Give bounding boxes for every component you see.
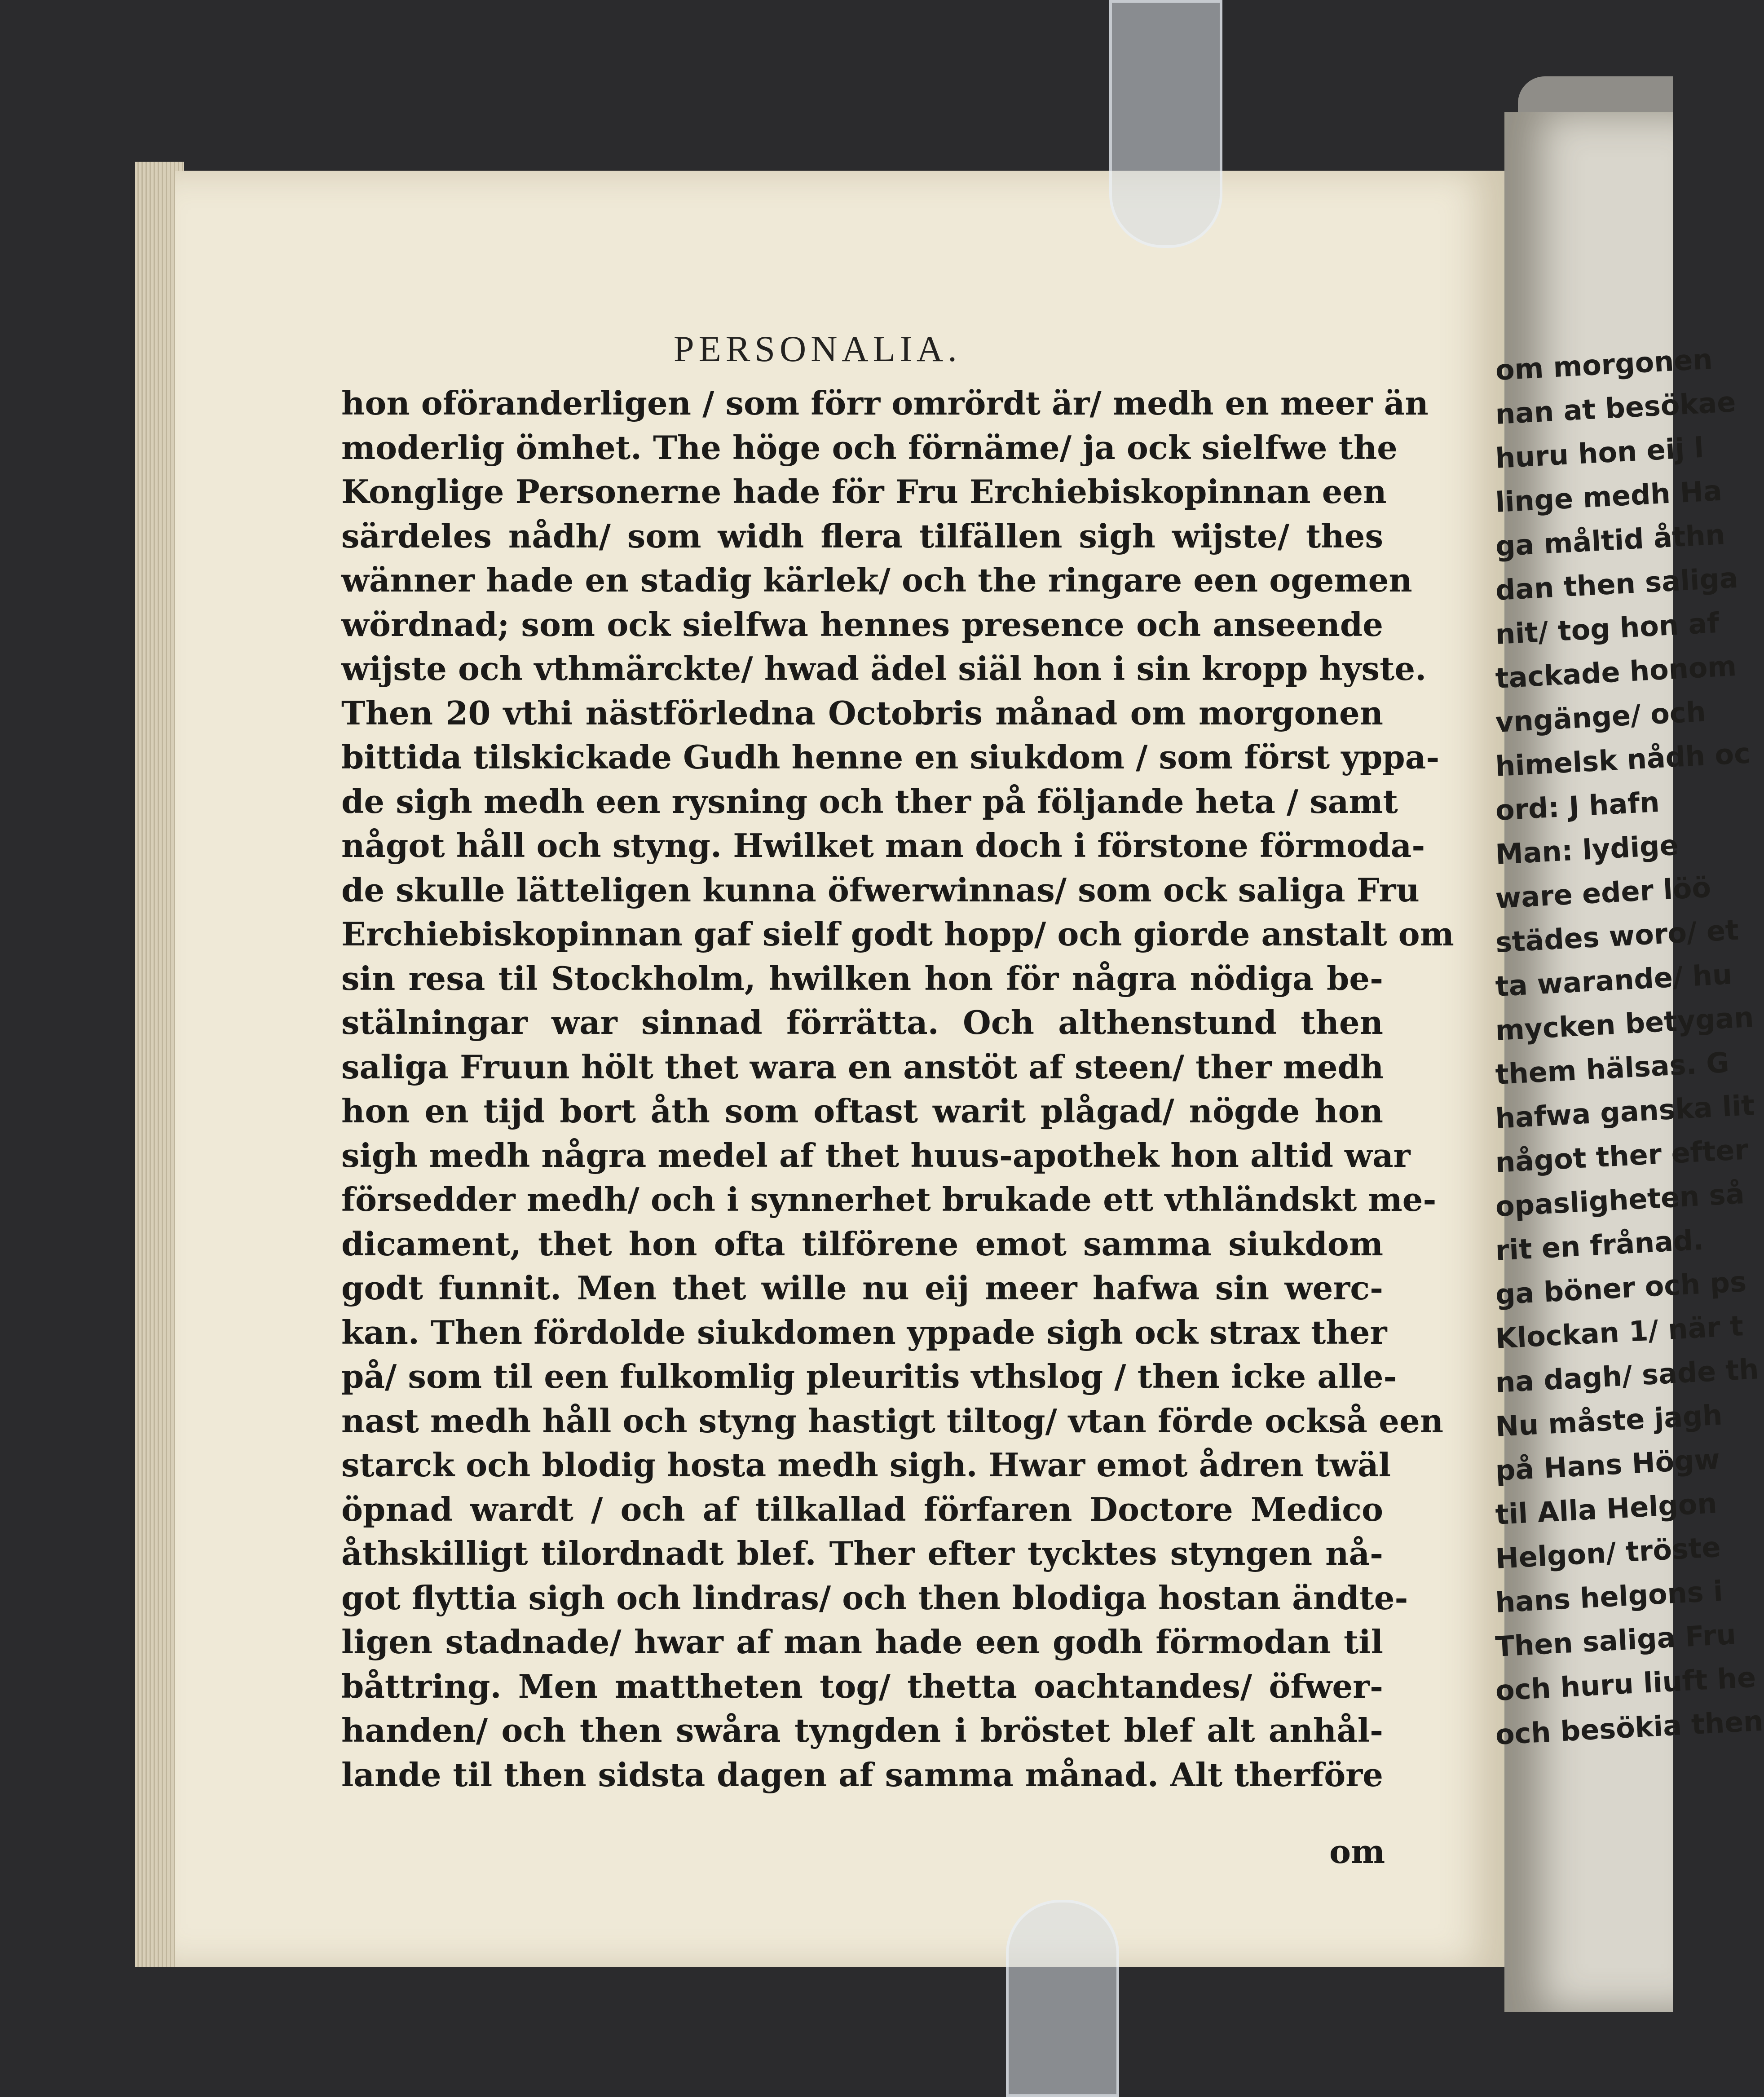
text-line: de sigh medh een rysning och ther på följande heta / samt	[341, 782, 1398, 821]
right-text-line: Man: lydige	[1495, 828, 1680, 871]
text-line: på/ som til een fulkomlig pleuritis vthslog / then icke alle-	[341, 1357, 1397, 1395]
right-text-line: städes woro/ et	[1495, 913, 1740, 959]
text-line: saliga Fruun hölt thet wara en anstöt af steen/ ther medh	[341, 1047, 1384, 1086]
page-clip-top	[1109, 0, 1222, 248]
text-line: öpnad wardt / och af tilkallad förfaren Doctore Medico	[341, 1490, 1383, 1528]
right-text-line: ta warande/ hu	[1495, 958, 1733, 1003]
text-line: hon oföranderligen / som förr omrördt är/ medh en meer än	[341, 384, 1429, 422]
right-text-line: hafwa ganska lit	[1495, 1088, 1755, 1135]
text-line: sigh medh några medel af thet huus-apothek hon altid war	[341, 1136, 1411, 1174]
text-line: båttring. Men mattheten tog/ thetta oachtandes/ öfwer-	[341, 1667, 1383, 1705]
text-line: starck och blodig hosta medh sigh. Hwar emot ådren twäl	[341, 1446, 1391, 1484]
right-text-line: til Alla Helgon	[1495, 1487, 1718, 1531]
right-text-line: hans helgons i	[1495, 1574, 1724, 1619]
right-text-line: och huru liuft he	[1495, 1660, 1757, 1707]
text-line: handen/ och then swåra tyngden i bröstet blef alt anhål-	[341, 1711, 1383, 1749]
text-line: hon en tijd bort åth som oftast warit plågad/ nögde hon	[341, 1092, 1383, 1130]
right-text-line: om morgonen	[1495, 342, 1714, 387]
text-line: de skulle lätteligen kunna öfwerwinnas/ som ock saliga Fru	[341, 870, 1420, 909]
right-text-line: rit en frånad.	[1495, 1223, 1705, 1267]
right-text-line: nit/ tog hon af	[1495, 606, 1720, 651]
right-text-line: opasligheten så	[1495, 1177, 1746, 1223]
text-line: wijste och vthmärckte/ hwad ädel siäl hon i sin kropp hyste.	[341, 649, 1427, 688]
right-text-line: huru hon eij l	[1495, 431, 1705, 475]
page-clip-bottom	[1006, 1900, 1119, 2097]
right-text-line: linge medh Ha	[1495, 474, 1723, 519]
text-line: lande til then sidsta dagen af samma månad. Alt therföre	[341, 1755, 1383, 1794]
text-line: särdeles nådh/ som widh flera tilfällen sigh wijste/ thes	[341, 517, 1383, 555]
right-text-line: ga måltid åthn	[1495, 518, 1726, 563]
right-text-line: Nu måste jagh	[1495, 1398, 1724, 1443]
text-line: Then 20 vthi nästförledna Octobris månad om morgonen	[341, 693, 1383, 732]
right-text-line: himelsk nådh oc	[1495, 737, 1751, 783]
right-text-line: vngänge/ och	[1495, 695, 1707, 739]
right-text-line: ware eder löö	[1495, 870, 1712, 915]
text-line: stälningar war sinnad förrätta. Och althenstund then	[341, 1003, 1383, 1042]
text-line: bittida tilskickade Gudh henne en siukdom / som först yppa-	[341, 738, 1440, 776]
right-text-line: på Hans Högw	[1495, 1442, 1721, 1487]
right-text-line: ord: J hafn	[1495, 785, 1661, 827]
text-line: ligen stadnade/ hwar af man hade een godh förmodan til	[341, 1623, 1383, 1661]
running-head: PERSONALIA.	[674, 328, 961, 369]
text-line: got flyttia sigh och lindras/ och then blodiga hostan ändte-	[341, 1578, 1408, 1617]
right-text-line: Then saliga Fru	[1495, 1617, 1737, 1663]
text-line: åthskilligt tilordnadt blef. Ther efter tycktes styngen nå-	[341, 1534, 1383, 1572]
text-line: nast medh håll och styng hastigt tiltog/ vtan förde också een	[341, 1401, 1444, 1440]
right-text-line: och besökia then	[1495, 1704, 1764, 1751]
text-line: wänner hade en stadig kärlek/ och the ringare een ogemen	[341, 561, 1412, 599]
text-line: något håll och styng. Hwilket man doch i förstone förmoda-	[341, 826, 1425, 865]
text-line: Konglige Personerne hade för Fru Erchiebiskopinnan een	[341, 472, 1387, 511]
right-text-line: dan then saliga	[1495, 561, 1739, 607]
right-text-line: Klockan 1/ när t	[1495, 1309, 1744, 1355]
text-line: moderlig ömhet. The höge och förnäme/ ja ock sielfwe the	[341, 428, 1398, 467]
right-text-line: Helgon/ tröste	[1495, 1530, 1722, 1575]
right-text-line: nan at besökae	[1495, 385, 1737, 431]
text-line: försedder medh/ och i synnerhet brukade ett vthländskt me-	[341, 1180, 1437, 1218]
text-line: dicament, thet hon ofta tilförene emot samma siukdom	[341, 1224, 1383, 1263]
right-text-line: ga böner och ps	[1495, 1265, 1747, 1311]
catchword: om	[1329, 1832, 1385, 1871]
right-text-line: them hälsas. G	[1495, 1046, 1730, 1091]
right-text-line: något ther efter	[1495, 1133, 1749, 1179]
text-line: Erchiebiskopinnan gaf sielf godt hopp/ och giorde anstalt om	[341, 915, 1454, 953]
right-text-line: tackade honom	[1495, 649, 1738, 695]
right-text-line: na dagh/ sade th	[1495, 1352, 1760, 1399]
text-line: godt funnit. Men thet wille nu eij meer hafwa sin werc-	[341, 1269, 1383, 1307]
text-line: wördnad; som ock sielfwa hennes presence och anseende	[341, 605, 1383, 644]
text-line: kan. Then fördolde siukdomen yppade sigh ock strax ther	[341, 1313, 1387, 1351]
text-line: sin resa til Stockholm, hwilken hon för några nödiga be-	[341, 959, 1383, 998]
right-text-line: mycken betygan	[1495, 1000, 1755, 1047]
